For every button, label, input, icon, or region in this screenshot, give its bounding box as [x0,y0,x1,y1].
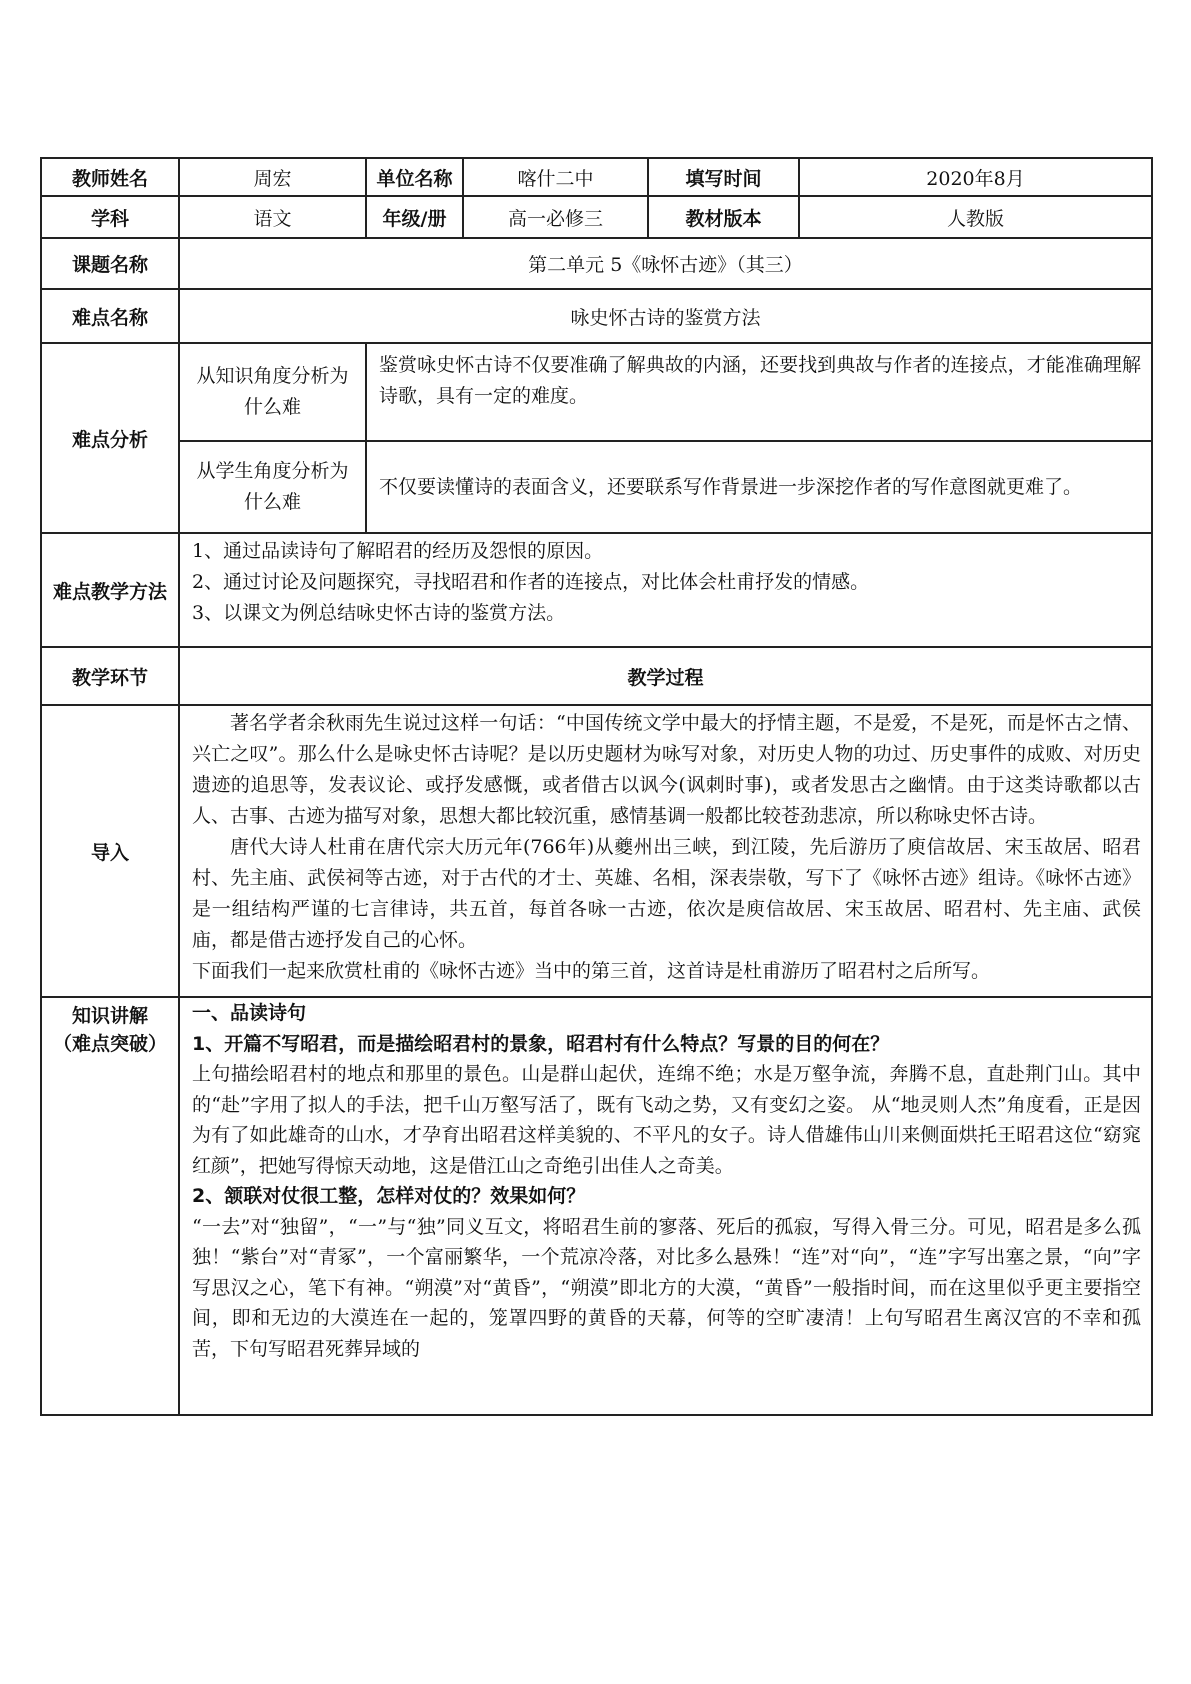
student-angle-text: 不仅要读懂诗的表面含义，还要联系写作背景进一步深挖作者的写作意图就更难了。 [366,441,1152,533]
subject-label: 学科 [41,196,179,238]
knowledge-row [41,997,1152,1415]
method-item: 2、通过讨论及问题探究，寻找昭君和作者的连接点，对比体会杜甫抒发的情感。 [192,571,870,593]
knowledge-label [41,997,179,1415]
date-value: 2020年8月 [799,158,1152,196]
method-row [41,533,1152,647]
method-item: 1、通过品读诗句了解昭君的经历及怨恨的原因。 [192,540,604,562]
answer-2: “一去”对“独留”，“一”与“独”同义互文，将昭君生前的寥落、死后的孤寂，写得入骨三分。可见，昭君是多么孤独！“紫台”对“青冢”，一个富丽繁华，一个荒凉冷落，对比多么悬殊！“连”对“向”，“连”字写出塞之景，“向”字写思汉之心，笔下有神。“朔漠”对“黄昏”，“朔漠”即北方的大漠，“黄昏”一般指时间，而在这里似乎更主要指空间，即和无边的大漠连在一起的，笼罩四野的黄昏的天幕，何等的空旷凄清！上句写昭君生离汉宫的不幸和孤苦，下句写昭君死葬异域的 [192,1215,1141,1360]
topic-value: 第二单元 5《咏怀古迹》（其三） [179,238,1152,289]
grade-label: 年级/册 [366,196,463,238]
intro-label: 导入 [41,705,179,997]
section-heading: 一、品读诗句 [192,1002,307,1024]
lesson-plan-table [40,157,1153,1416]
knowledge-label-line2: （难点突破） [52,1033,167,1055]
answer-1: 上句描绘昭君村的地点和那里的景色。山是群山起伏，连绵不绝；水是万壑争流，奔腾不息，直赴荆门山。其中的“赴”字用了拟人的手法，把千山万壑写活了，既有飞动之势，又有变幻之姿。 从“地灵则人杰”角度看，正是因为有了如此雄奇的山水，才孕育出昭君这样美貌的、不平凡的女子。诗人借雄伟山川来侧面烘托王昭君这位“窈窕红颜”，把她写得惊天动地，这是借江山之奇绝引出佳人之奇美。 [192,1063,1141,1177]
topic-label: 课题名称 [41,238,179,289]
question-2: 2、颔联对仗很工整，怎样对仗的？效果如何？ [192,1185,586,1207]
edition-label: 教材版本 [648,196,799,238]
intro-row [41,705,1152,997]
header-row-1 [41,158,1152,196]
grade-value: 高一必修三 [463,196,648,238]
intro-paragraph: 著名学者余秋雨先生说过这样一句话：“中国传统文学中最大的抒情主题，不是爱，不是死，而是怀古之情、兴亡之叹”。那么什么是咏史怀古诗呢？是以历史题材为咏写对象，对历史人物的功过、历史事件的成败、对历史遗迹的追思等，发表议论、或抒发感慨，或者借古以讽今(讽刺时事)，或者发思古之幽情。由于这类诗歌都以古人、古事、古迹为描写对象，思想大都比较沉重，感情基调一般都比较苍劲悲凉，所以称咏史怀古诗。 [192,712,1141,827]
difficulty-label: 难点名称 [41,289,179,343]
unit-label: 单位名称 [366,158,463,196]
process-title: 教学过程 [179,647,1152,705]
teacher-label: 教师姓名 [41,158,179,196]
method-item: 3、以课文为例总结咏史怀古诗的鉴赏方法。 [192,602,566,624]
knowledge-angle-label: 从知识角度分析为什么难 [179,343,366,441]
knowledge-label-line1: 知识讲解 [71,1005,148,1027]
knowledge-content [179,997,1152,1415]
subject-value: 语文 [179,196,366,238]
process-header-row [41,647,1152,705]
intro-paragraph: 唐代大诗人杜甫在唐代宗大历元年(766年)从夔州出三峡，到江陵，先后游历了庾信故居、宋玉故居、昭君村、先主庙、武侯祠等古迹，对于古代的才士、英雄、名相，深表崇敬，写下了《咏怀古迹》组诗。《咏怀古迹》是一组结构严谨的七言律诗，共五首，每首各咏一古迹，依次是庾信故居、宋玉故居、昭君村、先主庙、武侯庙，都是借古迹抒发自己的心怀。 [192,836,1141,951]
analysis-row-knowledge [41,343,1152,441]
edition-value: 人教版 [799,196,1152,238]
intro-paragraph: 下面我们一起来欣赏杜甫的《咏怀古迹》当中的第三首，这首诗是杜甫游历了昭君村之后所写。 [192,960,991,982]
process-label: 教学环节 [41,647,179,705]
knowledge-angle-text: 鉴赏咏史怀古诗不仅要准确了解典故的内涵，还要找到典故与作者的连接点，才能准确理解诗歌，具有一定的难度。 [366,343,1152,441]
header-row-2 [41,196,1152,238]
lesson-plan-sheet [40,157,1151,1416]
difficulty-row [41,289,1152,343]
method-label: 难点教学方法 [41,533,179,647]
teacher-value: 周宏 [179,158,366,196]
student-angle-label: 从学生角度分析为什么难 [179,441,366,533]
unit-value: 喀什二中 [463,158,648,196]
method-content [179,533,1152,647]
date-label: 填写时间 [648,158,799,196]
topic-row [41,238,1152,289]
analysis-row-student [41,441,1152,533]
question-1: 1、开篇不写昭君，而是描绘昭君村的景象，昭君村有什么特点？写景的目的何在？ [192,1032,890,1055]
intro-content [179,705,1152,997]
difficulty-value: 咏史怀古诗的鉴赏方法 [179,289,1152,343]
analysis-label: 难点分析 [41,343,179,533]
